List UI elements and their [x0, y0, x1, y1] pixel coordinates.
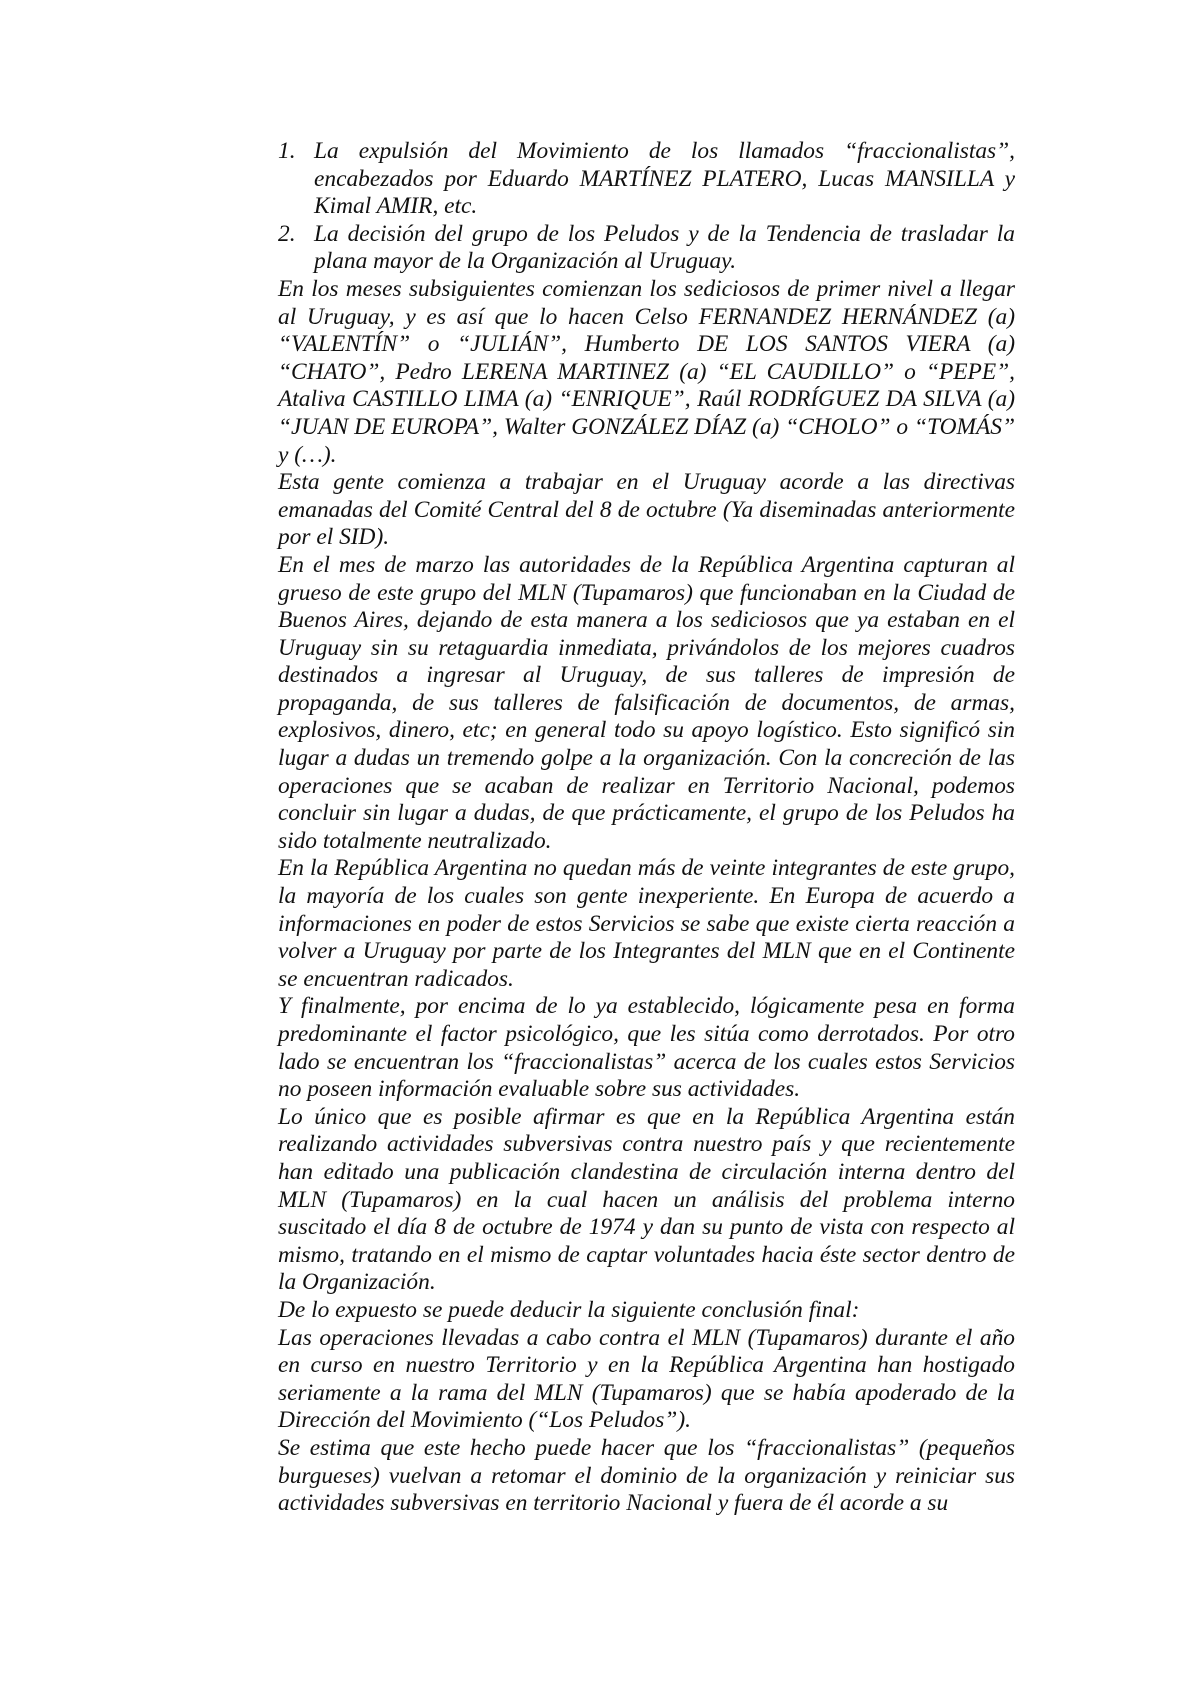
- list-item-number: 1.: [278, 138, 296, 164]
- list-item-text: La decisión del grupo de los Peludos y de la Tendencia de trasladar la plana mayor de la Organización al Uruguay.: [314, 220, 1015, 275]
- paragraph: En el mes de marzo las autoridades de la República Argentina capturan al grueso de este grupo del MLN (Tupamaros) que funcionaban en la Ciudad de Buenos Aires, dejando de esta manera a los sediciosos que ya estaban en el Uruguay sin su retaguardia inmediata, privándolos de los mejores cuadros destinados a ingresar al Uruguay, de sus talleres de impresión de propaganda, de sus talleres de falsificación de documentos, de armas, explosivos, dinero, etc; en general todo su apoyo logístico. Esto significó sin lugar a dudas un tremendo golpe a la organización. Con la concreción de las operaciones que se acaban de realizar en Territorio Nacional, podemos concluir sin lugar a dudas, de que prácticamente, el grupo de los Peludos ha sido totalmente neutralizado.: [278, 551, 1015, 854]
- paragraph: En la República Argentina no quedan más de veinte integrantes de este grupo, la mayoría de los cuales son gente inexperiente. En Europa de acuerdo a informaciones en poder de estos Servicios se sabe que existe cierta reacción a volver a Uruguay por parte de los Integrantes del MLN que en el Continente se encuentran radicados.: [278, 855, 1015, 992]
- list-item-text: La expulsión del Movimiento de los llamados “fraccionalistas”, encabezados por Eduardo MARTÍNEZ PLATERO, Lucas MANSILLA y Kimal AMIR, etc.: [314, 138, 1015, 220]
- paragraph: Esta gente comienza a trabajar en el Uruguay acorde a las directivas emanadas del Comité Central del 8 de octubre (Ya diseminadas anteriormente por el SID).: [278, 469, 1015, 551]
- list-item: [278, 221, 1015, 276]
- numbered-list: [278, 138, 1015, 276]
- paragraph: Y finalmente, por encima de lo ya establecido, lógicamente pesa en forma predominante el factor psicológico, que les sitúa como derrotados. Por otro lado se encuentran los “fraccionalistas” acerca de los cuales estos Servicios no poseen información evaluable sobre sus actividades.: [278, 993, 1015, 1103]
- document-page: [278, 138, 1015, 1518]
- list-item: [278, 138, 1015, 221]
- paragraph: De lo expuesto se puede deducir la siguiente conclusión final:: [278, 1296, 860, 1323]
- list-item-number: 2.: [278, 220, 296, 247]
- paragraph: Se estima que este hecho puede hacer que los “fraccionalistas” (pequeños burgueses) vuelvan a retomar el dominio de la organización y reiniciar sus actividades subversivas en territorio Nacional y fuera de él acorde a su: [278, 1434, 1015, 1517]
- paragraph: Lo único que es posible afirmar es que en la República Argentina están realizando actividades subversivas contra nuestro país y que recientemente han editado una publicación clandestina de circulación interna dentro del MLN (Tupamaros) en la cual hacen un análisis del problema interno suscitado el día 8 de octubre de 1974 y dan su punto de vista con respecto al mismo, tratando en el mismo de captar voluntades hacia éste sector dentro de la Organización.: [278, 1103, 1015, 1296]
- paragraph: Las operaciones llevadas a cabo contra el MLN (Tupamaros) durante el año en curso en nuestro Territorio y en la República Argentina han hostigado seriamente a la rama del MLN (Tupamaros) que se había apoderado de la Dirección del Movimiento (“Los Peludos”).: [278, 1324, 1015, 1434]
- paragraph: En los meses subsiguientes comienzan los sediciosos de primer nivel a llegar al Uruguay, y es así que lo hacen Celso FERNANDEZ HERNÁNDEZ (a) “VALENTÍN” o “JULIÁN”, Humberto DE LOS SANTOS VIERA (a) “CHATO”, Pedro LERENA MARTINEZ (a) “EL CAUDILLO” o “PEPE”, Ataliva CASTILLO LIMA (a) “ENRIQUE”, Raúl RODRÍGUEZ DA SILVA (a) “JUAN DE EUROPA”, Walter GONZÁLEZ DÍAZ (a) “CHOLO” o “TOMÁS” y (…).: [278, 275, 1015, 468]
